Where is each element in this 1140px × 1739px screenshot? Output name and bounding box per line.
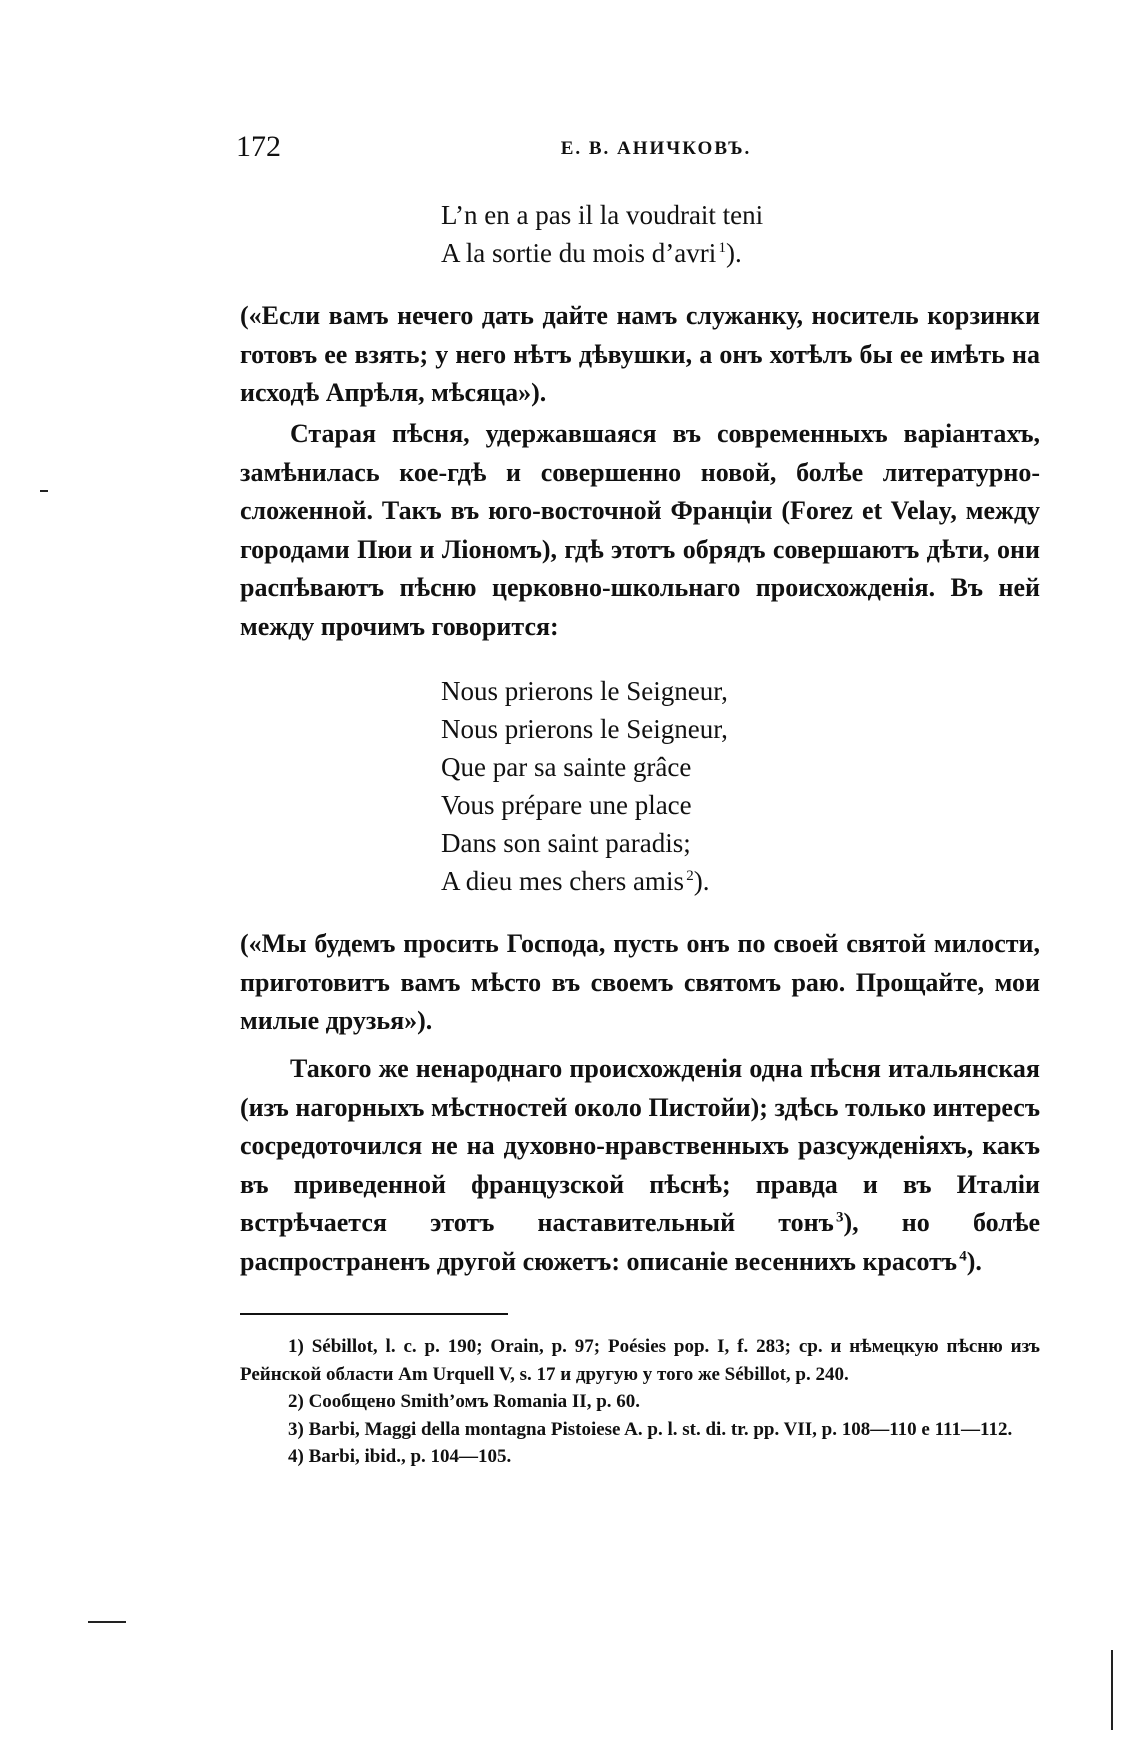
verse-line: L’n en a pas il la voudrait teni (441, 200, 764, 230)
footnote: 1) Sébillot, l. c. p. 190; Orain, p. 97; Poésies pop. I, f. 283; ср. и нѣмецкую пѣсню изъ Рейнской области Am Urquell V, s. 17 и другую у того же Sébillot, p. 240. (240, 1336, 1040, 1385)
verse-line: Que par sa sainte grâce (441, 752, 692, 782)
verse-quote-2 (441, 672, 728, 900)
footnotes (240, 1333, 1040, 1471)
paragraph-translation-2: («Мы будемъ просить Господа, пусть онъ по своей святой милости, приготовитъ вамъ мѣсто въ своемъ святомъ раю. Прощайте, мои милые друзья»). (240, 929, 1040, 1035)
footnote: 4) Barbi, ibid., p. 104—105. (288, 1446, 512, 1467)
verse-line: Vous prépare une place (441, 790, 692, 820)
footnote-divider (240, 1313, 508, 1315)
verse-line: Nous prierons le Seigneur, (441, 714, 728, 744)
paragraph-translation-1: («Если вамъ нечего дать дайте намъ служанку, носитель корзинки готовъ ее взять; у него нѣтъ дѣвушки, а онъ хотѣлъ бы ее имѣть на исходѣ Апрѣля, мѣсяца»). (240, 301, 1040, 407)
verse-line: Nous prierons le Seigneur, (441, 676, 728, 706)
running-head: Е. В. АНИЧКОВЪ. (560, 138, 752, 159)
footnote-ref: 2 (686, 868, 694, 884)
page-number: 172 (236, 130, 281, 163)
footnote-ref: 4 (959, 1247, 967, 1264)
footnote-ref: 1 (718, 240, 726, 256)
footnote: 3) Barbi, Maggi della montagna Pistoiese A. p. l. st. di. tr. pp. VII, p. 108—110 e 111—112. (288, 1418, 1013, 1440)
scan-mark (88, 1621, 126, 1623)
scan-mark (1111, 1650, 1113, 1730)
page-header (236, 130, 1036, 170)
paragraph-body-2: Такого же ненароднаго происхожденія одна пѣсня итальянская (изъ нагорныхъ мѣстностей около Пистойи); здѣсь только интересъ сосредоточился не на духовно-нравственныхъ разсужденіяхъ, какъ въ приведенной французской пѣснѣ; правда и въ Италіи встрѣчается этотъ наставительный тонъ $^3$), но болѣе распространенъ другой сюжетъ: описаніе весеннихъ красотъ $^4$). (240, 1054, 1040, 1276)
verse-line: A la sortie du mois d’avri $^1$). (441, 238, 742, 268)
footnote-ref: 3 (835, 1209, 844, 1226)
paragraph-body-1: Старая пѣсня, удержавшаяся въ современныхъ варіантахъ, замѣнилась кое-гдѣ и совершенно новой, болѣе литературно-сложенной. Такъ въ юго-восточной Франціи (Forez et Velay, между городами Пюи и Ліономъ), гдѣ этотъ обрядъ совершаютъ дѣти, они распѣваютъ пѣсню церковно-школьнаго происхожденія. Въ ней между прочимъ говорится: (240, 419, 1040, 641)
scan-mark (40, 490, 48, 492)
verse-line: A dieu mes chers amis $^2$). (441, 866, 710, 896)
footnote: 2) Сообщено Smith’омъ Romania II, p. 60. (288, 1391, 641, 1412)
verse-quote-1 (441, 196, 763, 272)
verse-line: Dans son saint paradis; (441, 828, 691, 858)
